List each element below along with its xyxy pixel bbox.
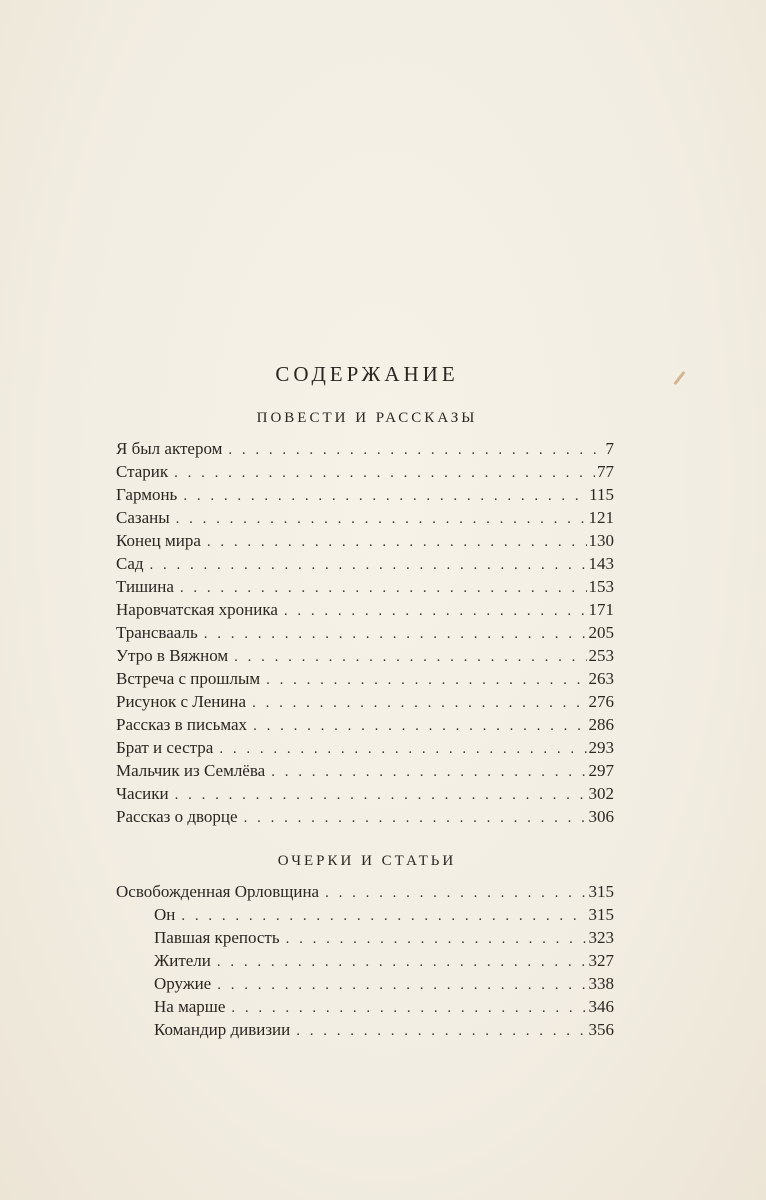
- toc-subentry: [116, 905, 614, 928]
- toc-entry-page: 7: [605, 439, 614, 458]
- dot-leader: [228, 442, 602, 459]
- toc-entry: [116, 807, 614, 830]
- toc-entry-title: Он: [154, 905, 176, 924]
- toc-entry-title: Рисунок с Ленина: [116, 692, 247, 711]
- dot-leader: [284, 603, 587, 620]
- toc-entry-title: Гармонь: [116, 485, 178, 504]
- toc-entry: [116, 439, 614, 462]
- toc-entry-page: 327: [588, 951, 614, 970]
- dot-leader: [234, 649, 586, 666]
- toc-entry: [116, 738, 614, 761]
- toc-entry-page: 346: [588, 997, 614, 1016]
- toc-subentry: [116, 1020, 614, 1043]
- toc-entry: [116, 485, 614, 508]
- toc-entry: [116, 462, 614, 485]
- toc-entry-page: 323: [588, 928, 614, 947]
- dot-leader: [219, 741, 586, 758]
- toc-entry-page: 263: [588, 669, 614, 688]
- toc-entry-title: Брат и сестра: [116, 738, 214, 757]
- dot-leader: [244, 810, 587, 827]
- toc-entry-page: 171: [588, 600, 614, 619]
- toc-entry: [116, 554, 614, 577]
- toc-entry-page: 153: [588, 577, 614, 596]
- dot-leader: [204, 626, 587, 643]
- toc-entry-title: Трансвааль: [116, 623, 198, 642]
- toc-entry-page: 77: [597, 462, 614, 481]
- toc-entry-title: Мальчик из Семлёва: [116, 761, 266, 780]
- toc-entry-title: Жители: [154, 951, 211, 970]
- section-heading-stories: ПОВЕСТИ И РАССКАЗЫ: [256, 410, 478, 426]
- toc-entry-title: Часики: [116, 784, 169, 803]
- toc-entry-title: Рассказ в письмах: [116, 715, 248, 734]
- dot-leader: [266, 672, 586, 689]
- toc-subentry: [116, 951, 614, 974]
- toc-entry-title: На марше: [154, 997, 226, 1016]
- toc-entry-title: Встреча с прошлым: [116, 669, 261, 688]
- toc-entry-page: 338: [588, 974, 614, 993]
- toc-entry-page: 143: [588, 554, 614, 573]
- dot-leader: [296, 1023, 586, 1040]
- toc-list-stories: [116, 439, 614, 830]
- toc-entry: [116, 715, 614, 738]
- toc-entry: [116, 669, 614, 692]
- dot-leader: [176, 511, 587, 528]
- toc-entry: [116, 508, 614, 531]
- toc-entry: [116, 623, 614, 646]
- toc-entry-title: Сазаны: [116, 508, 170, 527]
- toc-entry-title: Утро в Вяжном: [116, 646, 229, 665]
- toc-entry: [116, 600, 614, 623]
- toc-entry-page: 276: [588, 692, 614, 711]
- toc-entry: [116, 646, 614, 669]
- toc-entry-title: Я был актером: [116, 439, 223, 458]
- toc-entry: [116, 761, 614, 784]
- toc-subentry: [116, 997, 614, 1020]
- toc-entry-title: Оружие: [154, 974, 212, 993]
- dot-leader: [181, 908, 586, 925]
- toc-entry-title: Тишина: [116, 577, 174, 596]
- toc-entry: [116, 577, 614, 600]
- toc-entry-page: 356: [588, 1020, 614, 1039]
- toc-entry-page: 306: [588, 807, 614, 826]
- dot-leader: [207, 534, 587, 551]
- toc-list-essays: [116, 882, 614, 1043]
- dot-leader: [286, 931, 587, 948]
- toc-entry-title: Наровчатская хроника: [116, 600, 278, 619]
- dot-leader: [150, 557, 587, 574]
- toc-entry-title: Командир дивизии: [154, 1020, 291, 1039]
- dot-leader: [175, 787, 587, 804]
- section-heading-essays: ОЧЕРКИ И СТАТЬИ: [277, 853, 457, 869]
- toc-entry-title: Сад: [116, 554, 144, 573]
- dot-leader: [217, 977, 586, 994]
- toc-entry-title: Освобожденная Орловщина: [116, 882, 320, 901]
- dot-leader: [252, 695, 586, 712]
- toc-entry-title: Павшая крепость: [154, 928, 280, 947]
- toc-entry: [116, 882, 614, 905]
- dot-leader: [271, 764, 586, 781]
- dot-leader: [253, 718, 586, 735]
- toc-entry: [116, 531, 614, 554]
- toc-entry: [116, 784, 614, 807]
- toc-entry-page: 302: [588, 784, 614, 803]
- toc-entry-page: 253: [588, 646, 614, 665]
- dot-leader: [217, 954, 587, 971]
- toc-entry-title: Конец мира: [116, 531, 201, 550]
- page-title: СОДЕРЖАНИЕ: [275, 362, 459, 386]
- toc-entry-page: 115: [589, 485, 614, 504]
- dot-leader: [231, 1000, 586, 1017]
- toc-entry-title: Старик: [116, 462, 169, 481]
- toc-entry-page: 315: [588, 882, 614, 901]
- toc-entry-page: 205: [588, 623, 614, 642]
- dot-leader: [180, 580, 587, 597]
- toc-entry-page: 130: [588, 531, 614, 550]
- toc-subentry: [116, 974, 614, 997]
- dot-leader: [325, 885, 586, 902]
- dot-leader: [183, 488, 587, 505]
- toc-entry-page: 297: [588, 761, 614, 780]
- toc-entry-title: Рассказ о дворце: [116, 807, 238, 826]
- toc-entry-page: 315: [588, 905, 614, 924]
- toc-entry-page: 293: [588, 738, 614, 757]
- toc-entry-page: 121: [588, 508, 614, 527]
- toc-entry: [116, 692, 614, 715]
- toc-entry-page: 286: [588, 715, 614, 734]
- dot-leader: [174, 465, 595, 482]
- toc-subentry: [116, 928, 614, 951]
